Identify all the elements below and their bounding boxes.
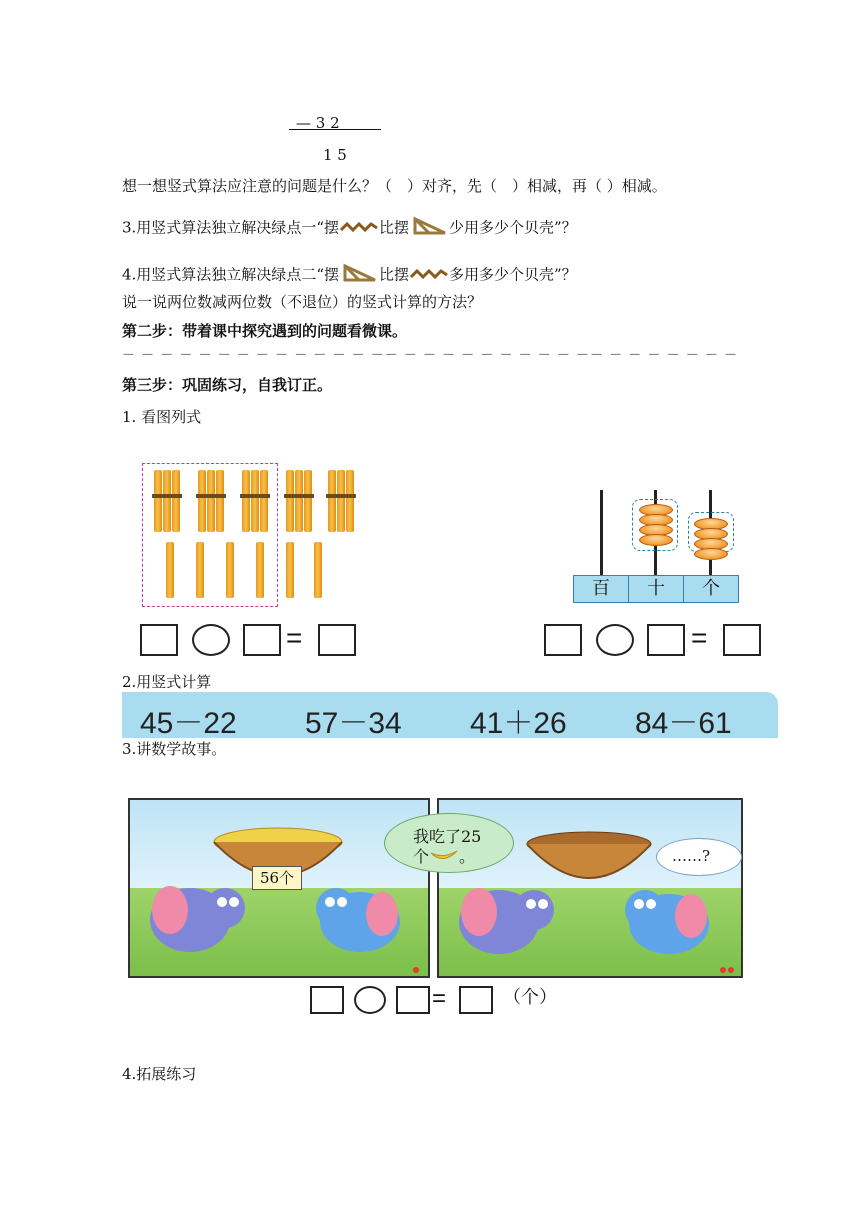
single-stick (196, 542, 204, 598)
equals-sign: = (691, 622, 708, 653)
answer-box[interactable] (318, 624, 356, 656)
exercise-2-title: 2.用竖式计算 (122, 673, 212, 691)
thought-text: ……? (672, 847, 711, 865)
place-hundreds: 百 (573, 575, 629, 603)
unit-label: （个） (503, 987, 557, 1008)
answer-box[interactable] (723, 624, 761, 656)
equals-sign: = (432, 985, 447, 1012)
dashed-separator: － － － － － － － － － － － － － －－ － － － － － － － － － －－ － － － － － － － (122, 348, 738, 363)
single-stick (226, 542, 234, 598)
method-question: 说一说两位数减两位数（不退位）的竖式计算的方法？ (122, 293, 483, 311)
question-3: 3.用竖式算法独立解决绿点一“摆 比摆 少用多少个贝壳”？ (122, 215, 577, 242)
speech-text-line1: 我吃了25 (413, 827, 482, 846)
place-ones: 个 (683, 575, 739, 603)
stick-bundle (198, 470, 224, 532)
question-4: 4.用竖式算法独立解决绿点二“摆 比摆 多用多少个贝壳”？ (122, 262, 577, 289)
think-question: 想一想竖式算法应注意的问题是什么？（ ）对齐，先（ ）相减，再（ ）相减。 (122, 177, 667, 195)
answer-box[interactable] (310, 986, 344, 1014)
place-tens: 十 (628, 575, 684, 603)
story-panel-1 (128, 798, 430, 978)
zigzag-shell-icon (339, 216, 379, 241)
answer-box[interactable] (647, 624, 685, 656)
answer-box[interactable] (544, 624, 582, 656)
answer-box[interactable] (243, 624, 281, 656)
exercise-1-title: 1. 看图列式 (122, 408, 202, 426)
operator-circle[interactable] (192, 624, 230, 656)
single-stick (314, 542, 322, 598)
equals-sign: = (286, 622, 303, 653)
operator-circle[interactable] (596, 624, 634, 656)
vertical-subtrahend: — 3 2 (296, 114, 340, 132)
exercise-3-title: 3.讲数学故事。 (122, 740, 227, 758)
speech-text-line2: 个 。 (413, 847, 476, 866)
step-3-heading: 第三步：巩固练习，自我订正。 (122, 376, 333, 394)
abacus-bead (639, 534, 673, 546)
triangle-shell-icon (409, 215, 449, 242)
calc-item: 41＋26 (470, 707, 567, 740)
stick-bundle (242, 470, 268, 532)
banana-icon (429, 848, 459, 868)
calc-item: 45－22 (140, 707, 237, 740)
zigzag-shell-icon (409, 263, 449, 288)
exercise-4-title: 4.拓展练习 (122, 1065, 197, 1083)
single-stick (256, 542, 264, 598)
vertical-line (289, 129, 381, 130)
answer-box[interactable] (140, 624, 178, 656)
vertical-result: 1 5 (323, 146, 347, 164)
answer-box[interactable] (459, 986, 493, 1014)
stick-bundle (286, 470, 312, 532)
stick-bundle (328, 470, 354, 532)
calc-item: 84－61 (635, 707, 732, 740)
operator-circle[interactable] (354, 986, 386, 1014)
single-stick (286, 542, 294, 598)
answer-box[interactable] (396, 986, 430, 1014)
single-stick (166, 542, 174, 598)
abacus-rod-hundreds (600, 490, 603, 576)
basket-count-label: 56个 (252, 866, 302, 890)
step-2-heading: 第二步：带着课中探究遇到的问题看微课。 (122, 322, 408, 340)
stick-bundle (154, 470, 180, 532)
triangle-shell-icon (339, 262, 379, 289)
calc-item: 57－34 (305, 707, 402, 740)
abacus-bead (694, 548, 728, 560)
